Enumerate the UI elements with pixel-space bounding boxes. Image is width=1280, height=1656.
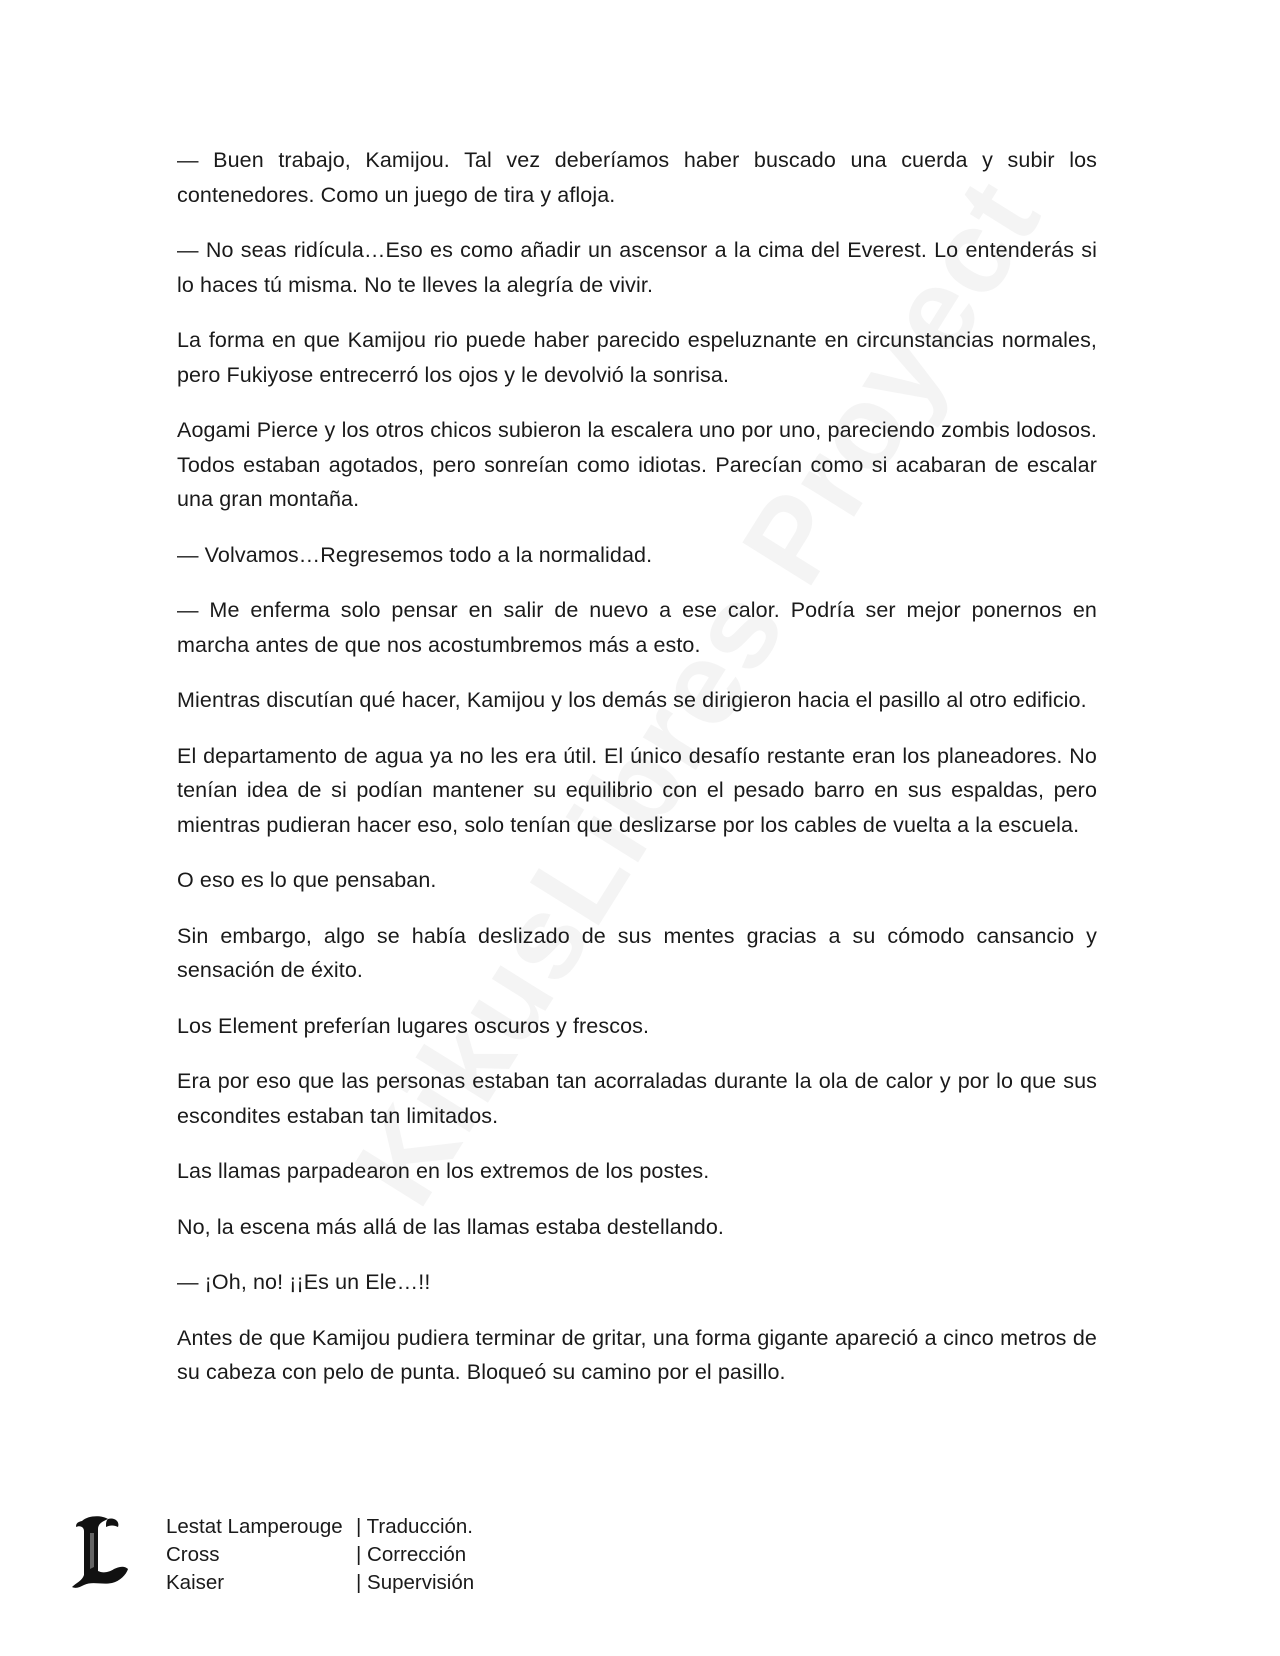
paragraph: El departamento de agua ya no les era útil. El único desafío restante eran los planeadores. No tenían idea de si podían mantener su equilibrio con el pesado barro en sus espaldas, pero mientras pudieran hacer eso, solo tenían que deslizarse por los cables de vuelta a la escuela. — [177, 743, 1097, 837]
paragraph: Los Element preferían lugares oscuros y frescos. — [177, 1013, 650, 1038]
credits-footer — [68, 1513, 668, 1613]
credit-row — [166, 1541, 474, 1569]
paragraph: Las llamas parpadearon en los extremos de los postes. — [177, 1159, 710, 1183]
gothic-l-logo-icon — [68, 1513, 132, 1593]
credit-role: | Supervisión — [356, 1571, 475, 1594]
paragraph: O eso es lo que pensaban. — [177, 868, 437, 892]
paragraph: — Me enferma solo pensar en salir de nuevo a ese calor. Podría ser mejor ponernos en marcha antes de que nos acostumbremos más a esto. — [177, 598, 1097, 657]
paragraph: Aogami Pierce y los otros chicos subieron la escalera uno por uno, pareciendo zombis lodosos. Todos estaban agotados, pero sonreían como idiotas. Parecían como si acabaran de escalar una gran montaña. — [177, 418, 1097, 511]
credit-row — [166, 1569, 474, 1597]
credit-role: | Traducción. — [356, 1515, 473, 1538]
paragraph: Era por eso que las personas estaban tan acorraladas durante la ola de calor y por lo que sus escondites estaban tan limitados. — [177, 1069, 1097, 1128]
paragraph: Antes de que Kamijou pudiera terminar de gritar, una forma gigante apareció a cinco metros de su cabeza con pelo de punta. Bloqueó su camino por el pasillo. — [177, 1325, 1097, 1384]
paragraph: La forma en que Kamijou rio puede haber parecido espeluznante en circunstancias normales, pero Fukiyose entrecerró los ojos y le devolvió la sonrisa. — [177, 328, 1097, 387]
paragraph: Sin embargo, algo se había deslizado de sus mentes gracias a su cómodo cansancio y sensación de éxito. — [177, 923, 1097, 982]
paragraph: — Volvamos…Regresemos todo a la normalidad. — [177, 542, 653, 567]
paragraph: — ¡Oh, no! ¡¡Es un Ele…!! — [177, 1270, 431, 1294]
credits-list — [166, 1513, 474, 1597]
paragraph: — Buen trabajo, Kamijou. Tal vez deberíamos haber buscado una cuerda y subir los contenedores. Como un juego de tira y afloja. — [177, 148, 1097, 207]
credit-name: Kaiser — [166, 1571, 225, 1594]
body-text — [177, 143, 1097, 1411]
credit-role: | Corrección — [356, 1543, 467, 1566]
paragraph: No, la escena más allá de las llamas estaba destellando. — [177, 1214, 724, 1239]
credit-name: Lestat Lamperouge — [166, 1515, 343, 1538]
paragraph: Mientras discutían qué hacer, Kamijou y los demás se dirigieron hacia el pasillo al otro edificio. — [177, 688, 1087, 712]
paragraph: — No seas ridícula…Eso es como añadir un ascensor a la cima del Everest. Lo entenderás si lo haces tú misma. No te lleves la alegría de vivir. — [177, 238, 1097, 297]
credit-row — [166, 1513, 474, 1541]
credit-name: Cross — [166, 1543, 220, 1566]
